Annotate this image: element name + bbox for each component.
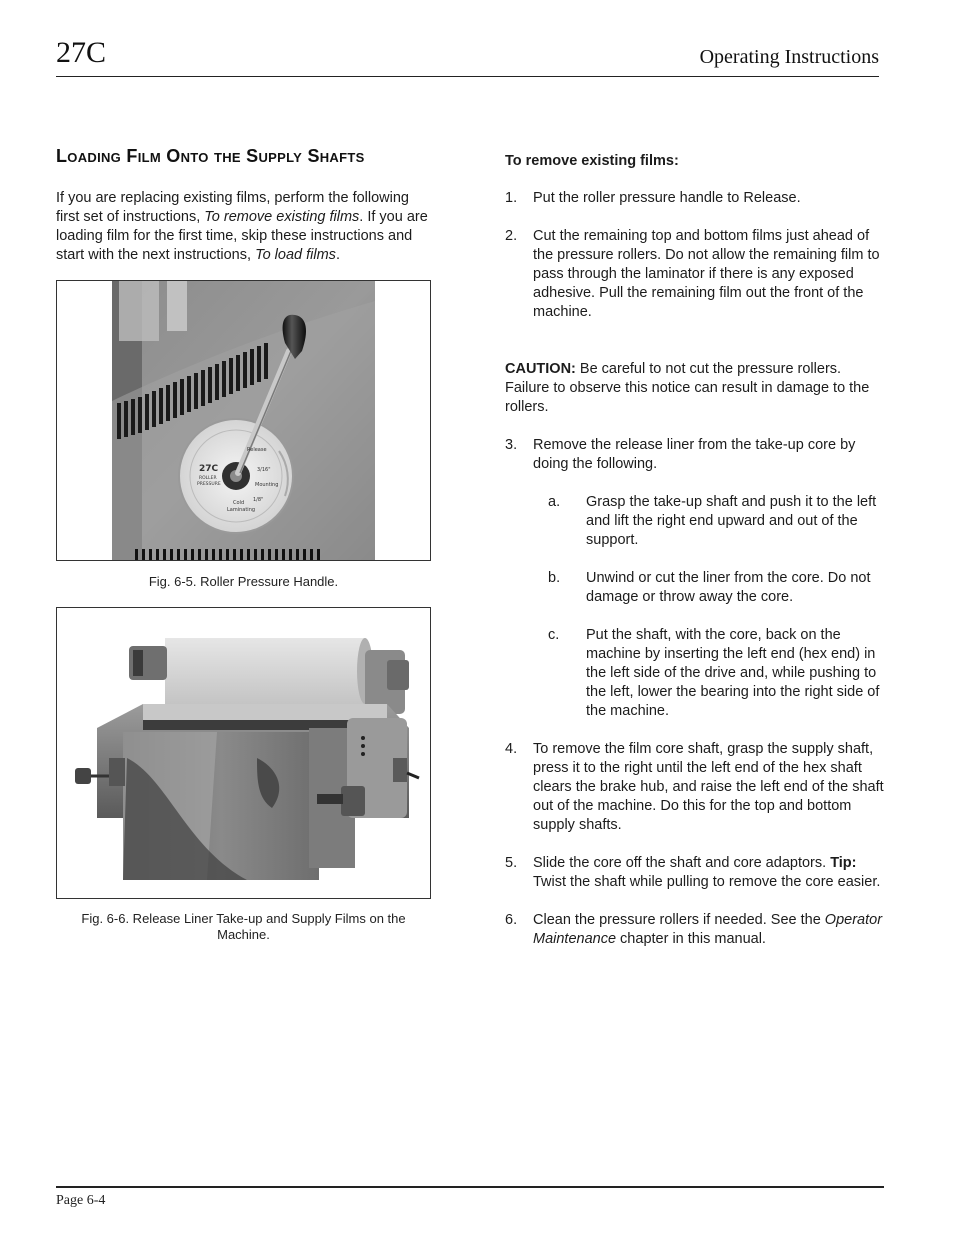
tip-label: Tip: [830, 855, 857, 871]
dial-label-line1: ROLLER [199, 476, 217, 481]
subsection-heading: To remove existing films: [505, 153, 679, 169]
header-divider [56, 76, 879, 77]
intro-paragraph [56, 189, 431, 265]
step-3b [548, 569, 885, 607]
page-number: Page 6-4 [56, 1193, 106, 1208]
page-header-title: Operating Instructions [699, 46, 879, 68]
step-4 [505, 740, 885, 835]
substep-letter: a. [548, 494, 561, 510]
step-3 [505, 436, 885, 474]
dial-mounting-label: Mounting [255, 482, 279, 488]
substep-text: Unwind or cut the liner from the core. Do not damage or throw away the core. [586, 570, 871, 605]
step-number: 5. [505, 855, 518, 871]
dial-model-label: 27C [199, 464, 219, 474]
laminator-photo [57, 608, 430, 898]
dial-mark-1: 3/16" [257, 467, 271, 473]
dial-mark-2: 1/8" [253, 497, 264, 503]
step-3c [548, 626, 885, 721]
intro-ref-load: To load films [255, 247, 336, 263]
intro-ref-remove: To remove existing films [204, 209, 360, 225]
figure2-caption: Fig. 6-6. Release Liner Take-up and Supply Films on the Machine. [81, 911, 406, 942]
substep-text: Grasp the take-up shaft and push it to the left and lift the right end upward and out of the support. [586, 494, 877, 548]
intro-text: If you are replacing existing films, perform the following first set of instructions, [56, 190, 409, 225]
right-column [505, 153, 885, 949]
step-2 [505, 227, 885, 322]
step-1 [505, 189, 885, 208]
step-text: Clean the pressure rollers if needed. See the [533, 912, 825, 928]
intro-text: . [335, 247, 340, 263]
figure-roller-pressure-handle [56, 280, 431, 561]
substep-text: Put the shaft, with the core, back on the machine by inserting the left end (hex end) in the left side of the drive and, while pushing to the left, lower the bearing into the right side of the machine. [586, 627, 880, 719]
figure-release-liner-takeup [56, 607, 431, 899]
caution-text: Be careful to not cut the pressure rollers. Failure to observe this notice can result in damage to the rollers. [505, 361, 870, 415]
caution-notice [505, 360, 885, 417]
figure1-caption: Fig. 6-5. Roller Pressure Handle. [148, 574, 339, 589]
step-number: 6. [505, 912, 518, 928]
step-number: 4. [505, 741, 518, 757]
step-text: chapter in this manual. [616, 931, 766, 947]
footer-divider [56, 1186, 884, 1188]
intro-text: . If you are loading film for the first time, skip these instructions and start with the next instructions, [56, 209, 428, 263]
step-5 [505, 854, 885, 892]
model-name: 27C [56, 36, 107, 69]
step-number: 2. [505, 228, 518, 244]
step-text: To remove the film core shaft, grasp the supply shaft, press it to the right until the left end of the hex shaft clears the brake hub, and raise the left end of the shaft out of the machine. Do this for the top and bottom supply shafts. [533, 741, 884, 833]
step-3a [548, 493, 885, 550]
left-column [56, 146, 431, 943]
step-text: Remove the release liner from the take-up core by doing the following. [533, 437, 856, 472]
dial-laminating-label: Laminating [227, 507, 256, 513]
step-text: Cut the remaining top and bottom films just ahead of the pressure rollers. Do not allow the remaining film to pass through the laminator if there is any exposed adhesive. Pull the remaining film out the front of the machine. [533, 228, 880, 320]
step-6 [505, 911, 885, 949]
dial-cold-label: Cold [233, 500, 245, 506]
step-number: 3. [505, 437, 518, 453]
dial-label-line2: PRESSURE [197, 482, 221, 487]
step-number: 1. [505, 190, 518, 206]
dial-release-label: Release [247, 447, 267, 453]
substep-letter: c. [548, 627, 560, 643]
tip-text: Twist the shaft while pulling to remove the core easier. [533, 874, 881, 890]
substep-letter: b. [548, 570, 561, 586]
chapter-reference: Operator Maintenance [533, 912, 883, 947]
roller-pressure-photo [57, 281, 430, 560]
section-heading: Loading Film Onto the Supply Shafts [56, 146, 365, 166]
step-text: Slide the core off the shaft and core adaptors. [533, 855, 831, 871]
caution-label: CAUTION: [505, 361, 576, 377]
step-text: Put the roller pressure handle to Release. [533, 190, 801, 206]
